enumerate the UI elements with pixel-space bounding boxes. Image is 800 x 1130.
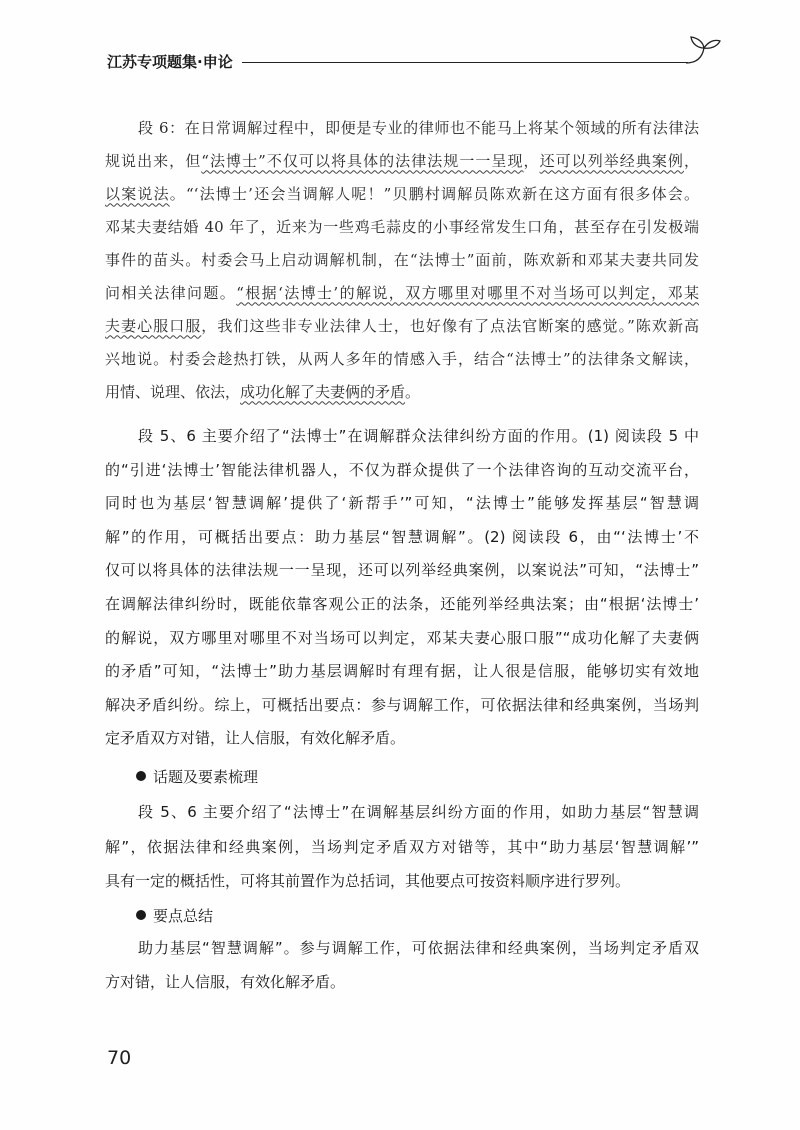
topic-paragraph bbox=[105, 795, 699, 899]
text-segment: 解决矛盾纠纷。综上，可概括出要点：参与调解工作，可依据法律和经典案例，当场判 bbox=[105, 695, 699, 714]
text-line bbox=[105, 521, 699, 555]
text-segment: 规说出来，但 bbox=[105, 151, 202, 170]
text-segment: 解”，依据法律和经典案例，当场判定矛盾双方对错等，其中“助力基层‘智慧调解’” bbox=[105, 837, 699, 856]
passage-paragraph bbox=[105, 112, 699, 409]
text-line bbox=[105, 965, 699, 999]
text-segment: 在调解法律纠纷时，既能依靠客观公正的法条，还能列举经典法案；由“根据‘法博士’ bbox=[105, 594, 699, 613]
header-rule bbox=[242, 62, 688, 63]
bullet-dot-icon bbox=[136, 771, 146, 781]
text-segment: 方对错，让人信服，有效化解矛盾。 bbox=[105, 973, 346, 991]
text-segment: 段 5、6 主要介绍了“法博士”在调解基层纠纷方面的作用，如助力基层“智慧调 bbox=[138, 803, 699, 821]
text-segment: 段 5、6 主要介绍了“法博士”在调解群众法律纠纷方面的作用。(1) 阅读段 5 中 bbox=[138, 427, 699, 445]
running-header-title: 江苏专项题集·申论 bbox=[107, 53, 233, 71]
text-line bbox=[105, 588, 699, 622]
underlined-text: 还可以列举经典案例 bbox=[539, 151, 684, 170]
text-segment: 同时也为基层‘智慧调解’提供了‘新帮手’”可知，“法博士”能够发挥基层“智慧调 bbox=[105, 494, 699, 513]
text-line bbox=[105, 722, 699, 756]
text-line bbox=[105, 454, 699, 488]
text-segment: 的解说，双方哪里对哪里不对当场可以判定，邓某夫妻心服口服”“成功化解了夫妻俩 bbox=[105, 628, 699, 647]
text-segment: ， bbox=[683, 151, 699, 170]
text-line bbox=[105, 244, 699, 277]
underlined-text: 以案说法 bbox=[105, 184, 170, 203]
text-segment: ， bbox=[523, 151, 540, 170]
text-line bbox=[105, 795, 699, 830]
section-heading-text: 话题及要素梳理 bbox=[153, 767, 259, 786]
text-line bbox=[105, 622, 699, 656]
text-line bbox=[105, 420, 699, 454]
text-line bbox=[105, 178, 699, 211]
underlined-text: “根据‘法博士’的解说，双方哪里对哪里不对当场可以判定，邓某 bbox=[236, 283, 699, 302]
text-segment: 具有一定的概括性，可将其前置作为总括词，其他要点可按资料顺序进行罗列。 bbox=[105, 872, 631, 890]
text-segment: 解”的作用，可概括出要点：助力基层“智慧调解”。(2) 阅读段 6，由“‘法博士’不 bbox=[105, 527, 699, 546]
text-segment: 定矛盾双方对错，让人信服，有效化解矛盾。 bbox=[105, 729, 406, 748]
text-line bbox=[105, 277, 699, 310]
underlined-text: “法博士”不仅可以将具体的法律法规一一呈现 bbox=[201, 151, 524, 170]
text-segment: 兴地说。村委会趁热打铁，从两人多年的情感入手，结合“法博士”的法律条文解读， bbox=[105, 349, 699, 368]
text-segment: 。“‘法博士’还会当调解人呢！”贝鹏村调解员陈欢新在这方面有很多体会。 bbox=[169, 184, 699, 203]
text-segment: 。 bbox=[405, 382, 421, 401]
text-segment: 事件的苗头。村委会马上启动调解机制，在“法博士”面前，陈欢新和邓某夫妻共同发 bbox=[105, 250, 699, 269]
text-line bbox=[105, 376, 699, 409]
underlined-text: 成功化解了夫妻俩的矛盾 bbox=[240, 382, 406, 401]
text-segment: 问相关法律问题。 bbox=[105, 283, 237, 302]
text-segment: 段 6：在日常调解过程中，即便是专业的律师也不能马上将某个领域的所有法律法 bbox=[138, 118, 699, 137]
text-segment: 仅可以将具体的法律法规一一呈现，还可以列举经典案例，以案说法”可知，“法博士” bbox=[105, 561, 699, 580]
text-line bbox=[105, 830, 699, 865]
text-line bbox=[105, 112, 699, 145]
text-line bbox=[105, 211, 699, 244]
underlined-text: 夫妻心服口服 bbox=[105, 316, 202, 335]
text-segment: 用情、说理、依法， bbox=[105, 382, 241, 401]
section-heading-topic bbox=[136, 759, 258, 793]
analysis-paragraph bbox=[105, 420, 699, 756]
text-line bbox=[105, 554, 699, 588]
text-line bbox=[105, 145, 699, 178]
sprout-icon bbox=[686, 34, 722, 66]
text-line bbox=[105, 655, 699, 689]
text-segment: 的矛盾”可知，“法博士”助力基层调解时有理有据，让人很是信服，能够切实有效地 bbox=[105, 662, 699, 681]
text-line bbox=[105, 689, 699, 723]
text-segment: 邓某夫妻结婚 40 年了，近来为一些鸡毛蒜皮的小事经常发生口角，甚至存在引发极端 bbox=[105, 217, 699, 236]
text-line bbox=[105, 310, 699, 343]
text-line bbox=[105, 343, 699, 376]
text-segment: ，我们这些非专业法律人士，也好像有了点法官断案的感觉。”陈欢新高 bbox=[201, 316, 699, 335]
text-segment: 助力基层“智慧调解”。参与调解工作，可依据法律和经典案例，当场判定矛盾双 bbox=[138, 939, 699, 957]
section-heading-text: 要点总结 bbox=[153, 906, 214, 925]
text-line bbox=[105, 931, 699, 965]
bullet-dot-icon bbox=[136, 910, 146, 920]
text-line bbox=[105, 864, 699, 899]
summary-paragraph bbox=[105, 931, 699, 999]
text-line bbox=[105, 487, 699, 521]
page-number: 70 bbox=[107, 1047, 132, 1069]
section-heading-summary bbox=[136, 898, 213, 932]
text-segment: 的“引进‘法博士’智能法律机器人，不仅为群众提供了一个法律咨询的互动交流平台， bbox=[105, 460, 699, 479]
